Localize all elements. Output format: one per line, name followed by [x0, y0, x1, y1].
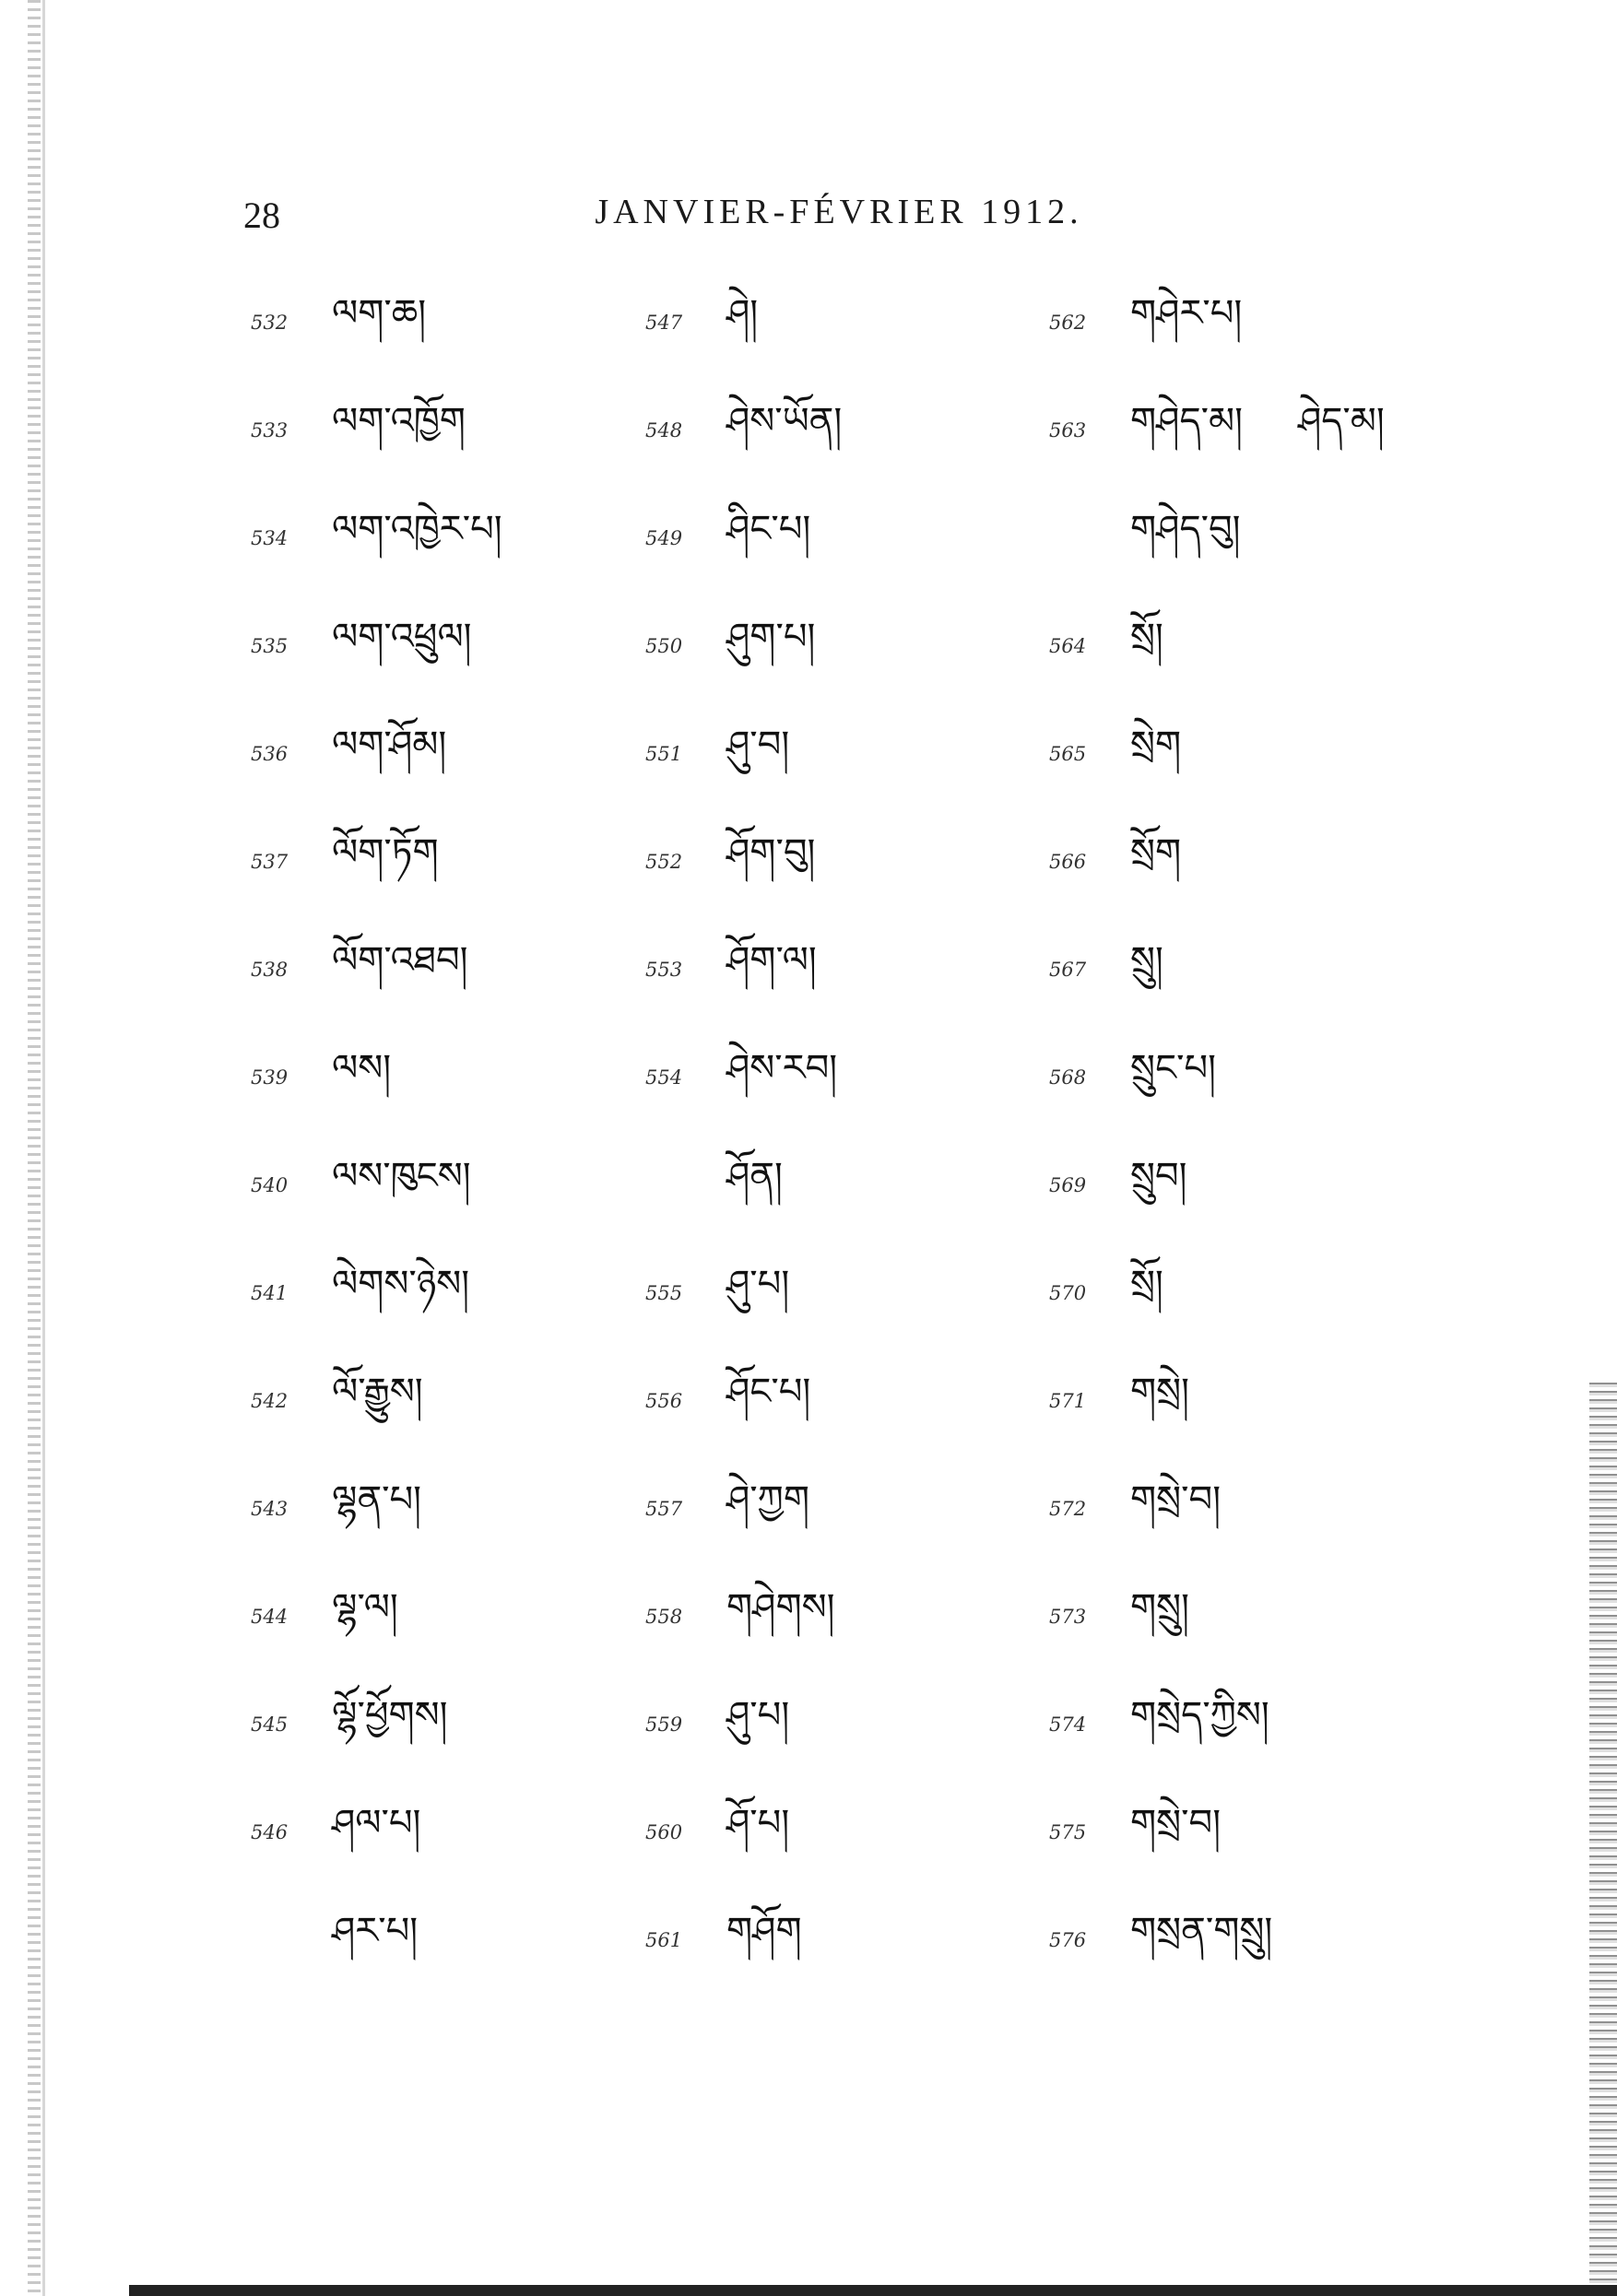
tibetan-word: གསྲེ། — [1130, 1370, 1190, 1413]
vocabulary-entry — [1049, 816, 1236, 908]
scanned-bottom-edge — [129, 2285, 1617, 2296]
entry-number: 569 — [1049, 1174, 1087, 1196]
tibetan-word-variant: ཤེད་མ། — [1297, 399, 1385, 442]
entry-number: 562 — [1049, 312, 1087, 334]
entry-number: 560 — [645, 1821, 683, 1843]
running-head: JANVIER-FÉVRIER 1912. — [595, 193, 1083, 231]
entry-number: 568 — [1049, 1066, 1087, 1089]
tibetan-word: སྲུབ། — [1130, 1154, 1187, 1197]
vocabulary-entry — [645, 1031, 837, 1124]
tibetan-word: ཤེས་རབ། — [726, 1046, 838, 1089]
tibetan-word: གཤེད་བུ། — [1130, 507, 1241, 550]
entry-number: 555 — [645, 1282, 683, 1304]
vocabulary-entry — [645, 924, 817, 1016]
entry-number: 567 — [1049, 959, 1087, 981]
entry-number: 575 — [1049, 1821, 1087, 1843]
vocabulary-entry — [645, 1571, 834, 1663]
entry-number: 573 — [1049, 1606, 1087, 1628]
entry-number: 552 — [645, 851, 683, 873]
tibetan-word: ཤོ་པ། — [726, 1801, 790, 1844]
entry-number: 564 — [1049, 635, 1087, 657]
tibetan-word: ཤུ་པ། — [726, 1262, 790, 1305]
tibetan-word: ལྷ་ལ། — [332, 1585, 398, 1629]
entry-number: 533 — [251, 419, 289, 442]
vocabulary-entry — [251, 600, 472, 692]
tibetan-word: ལག་འཁྱེར་པ། — [332, 507, 502, 550]
entry-number: 532 — [251, 312, 289, 334]
vocabulary-entry — [1049, 1894, 1328, 1986]
vocabulary-entry — [645, 1894, 802, 1986]
vocabulary-entry — [645, 708, 789, 800]
entry-number: 565 — [1049, 743, 1087, 765]
tibetan-word: ལས། — [332, 1046, 392, 1089]
entry-number: 546 — [251, 1821, 289, 1843]
vocabulary-entry — [645, 1786, 789, 1878]
tibetan-word: གསྲུ། — [1130, 1585, 1190, 1629]
vocabulary-entry — [1049, 1786, 1276, 1878]
entry-number: 553 — [645, 959, 683, 981]
tibetan-word: སྲུང་པ། — [1130, 1046, 1216, 1089]
tibetan-word: ཤེ། — [726, 291, 759, 335]
entry-number: 550 — [645, 635, 683, 657]
entry-number: 543 — [251, 1498, 289, 1520]
vocabulary-entry — [251, 384, 466, 477]
vocabulary-entry — [645, 492, 810, 584]
vocabulary-entry — [251, 492, 502, 584]
tibetan-word: ལག་ཆ། — [332, 291, 427, 335]
entry-number: 556 — [645, 1390, 683, 1412]
tibetan-word: ལྷན་པ། — [332, 1478, 422, 1521]
entry-number: 571 — [1049, 1390, 1087, 1412]
vocabulary-entry — [645, 1247, 789, 1339]
vocabulary-entry — [1049, 277, 1297, 369]
tibetan-word: ལས་ཁུངས། — [332, 1154, 471, 1197]
tibetan-word: གཤོག — [726, 1909, 802, 1952]
entry-number: 535 — [251, 635, 289, 657]
tibetan-word: ཤུག་པ། — [726, 615, 816, 658]
tibetan-word: སྲོ། — [1130, 1262, 1163, 1305]
tibetan-word: ཤིང་པ། — [726, 507, 811, 550]
tibetan-word: ཤར་པ། — [332, 1909, 419, 1952]
scanned-right-edge — [1589, 1383, 1617, 2296]
tibetan-word: ཤལ་པ། — [332, 1801, 421, 1844]
entry-number: 566 — [1049, 851, 1087, 873]
tibetan-word: གཤེར་པ། — [1130, 291, 1243, 335]
page-number: 28 — [243, 194, 280, 236]
entry-number: 545 — [251, 1713, 289, 1736]
entry-number: 549 — [645, 527, 683, 549]
vocabulary-entry — [251, 1894, 418, 1986]
vocabulary-entry — [645, 1355, 810, 1447]
vocabulary-entry — [1049, 384, 1385, 477]
vocabulary-entry — [1049, 1355, 1245, 1447]
vocabulary-entry — [251, 708, 446, 800]
scanned-left-gutter-line — [42, 0, 45, 2296]
vocabulary-entry — [645, 1463, 809, 1555]
vocabulary-entry — [1049, 600, 1219, 692]
tibetan-word: སྲུ། — [1130, 938, 1163, 982]
tibetan-word: ལོག་ཏོག — [332, 830, 439, 874]
vocabulary-entry — [1049, 1247, 1219, 1339]
tibetan-word: ལག་འཕྲུལ། — [332, 615, 472, 658]
tibetan-word: ཤོག་བུ། — [726, 830, 816, 874]
vocabulary-entry — [251, 1139, 471, 1231]
entry-number: 570 — [1049, 1282, 1087, 1304]
entry-number: 554 — [645, 1066, 683, 1089]
entry-number: 558 — [645, 1606, 683, 1628]
tibetan-word: ཤོག་ལ། — [726, 938, 817, 982]
entry-number: 540 — [251, 1174, 289, 1196]
entry-number: 541 — [251, 1282, 289, 1304]
vocabulary-entry — [645, 600, 815, 692]
tibetan-word: ཤོན། — [726, 1154, 783, 1197]
entry-number: 572 — [1049, 1498, 1087, 1520]
vocabulary-entry — [251, 1786, 420, 1878]
entry-number: 563 — [1049, 419, 1087, 442]
vocabulary-entry — [1049, 924, 1219, 1016]
tibetan-word: ཤོང་པ། — [726, 1370, 811, 1413]
entry-number: 538 — [251, 959, 289, 981]
entry-number: 536 — [251, 743, 289, 765]
entry-number: 551 — [645, 743, 683, 765]
vocabulary-entry — [1049, 1139, 1243, 1231]
tibetan-word: སྲེག — [1130, 723, 1182, 766]
tibetan-word: ལག་ཤོམ། — [332, 723, 447, 766]
entry-number: 576 — [1049, 1929, 1087, 1951]
tibetan-word: ཤུ་བ། — [726, 723, 790, 766]
entry-number: 574 — [1049, 1713, 1087, 1736]
tibetan-word: གསྲེ་བ། — [1130, 1478, 1222, 1521]
tibetan-word: གསྲེད་ཀྱིས། — [1130, 1693, 1269, 1737]
entry-number: 539 — [251, 1066, 289, 1089]
entry-number: 548 — [645, 419, 683, 442]
vocabulary-entry — [645, 384, 842, 477]
tibetan-word: སྲོ། — [1130, 615, 1163, 658]
tibetan-word: གཤེགས། — [726, 1585, 835, 1629]
tibetan-word: ཤེ་ཀྱག — [726, 1478, 809, 1521]
vocabulary-entry — [1049, 1463, 1276, 1555]
vocabulary-entry — [251, 1355, 423, 1447]
vocabulary-entry — [251, 1463, 421, 1555]
tibetan-word: གསྲན་གསྲུ། — [1130, 1909, 1273, 1952]
vocabulary-entry — [1049, 708, 1236, 800]
scanned-left-margin — [28, 0, 41, 2296]
tibetan-word: གསྲེ་བ། — [1130, 1801, 1222, 1844]
vocabulary-entry — [1049, 1571, 1245, 1663]
entry-number: 559 — [645, 1713, 683, 1736]
vocabulary-entry — [251, 1247, 469, 1339]
vocabulary-entry — [1049, 492, 1296, 584]
entry-number: 544 — [251, 1606, 289, 1628]
vocabulary-entry — [1049, 1678, 1325, 1771]
tibetan-word: སྲོག — [1130, 830, 1182, 874]
entry-number: 561 — [645, 1929, 683, 1951]
vocabulary-entry — [645, 1139, 783, 1231]
tibetan-word: ལོ་རྒྱུས། — [332, 1370, 423, 1413]
tibetan-word: གཤེད་མ། — [1130, 399, 1243, 442]
vocabulary-entry — [251, 924, 467, 1016]
tibetan-word: ལེགས་ཉེས། — [332, 1262, 470, 1305]
entry-number: 534 — [251, 527, 289, 549]
vocabulary-entry — [251, 1678, 448, 1771]
tibetan-word: ཤེས་ཡོན། — [726, 399, 843, 442]
vocabulary-entry — [645, 1678, 789, 1771]
vocabulary-entry — [251, 277, 426, 369]
vocabulary-entry — [1049, 1031, 1271, 1124]
tibetan-word: ལོག་འཐབ། — [332, 938, 468, 982]
entry-number: 542 — [251, 1390, 289, 1412]
vocabulary-entry — [251, 1571, 398, 1663]
vocabulary-entry — [645, 816, 815, 908]
entry-number: 547 — [645, 312, 683, 334]
tibetan-word: ལྷོ་ཕྱོགས། — [332, 1693, 448, 1737]
entry-number: 557 — [645, 1498, 683, 1520]
vocabulary-entry — [251, 816, 439, 908]
tibetan-word: ཤུ་པ། — [726, 1693, 790, 1737]
tibetan-word: ལག་འཁྱོག — [332, 399, 466, 442]
vocabulary-entry — [645, 277, 758, 369]
vocabulary-entry — [251, 1031, 391, 1124]
entry-number: 537 — [251, 851, 289, 873]
